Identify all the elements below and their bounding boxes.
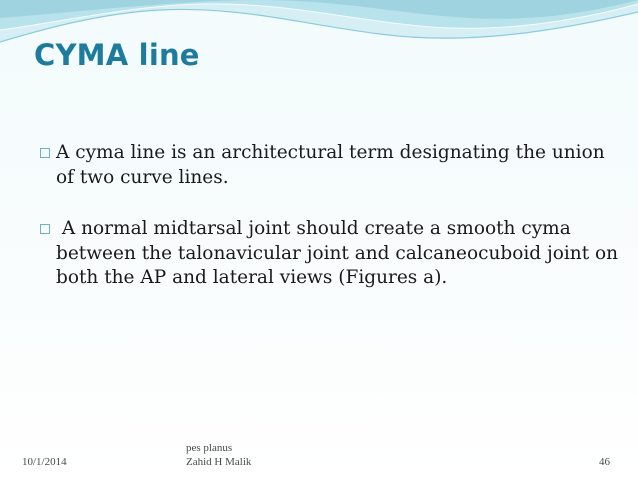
slide-title: CYMA line [34, 38, 200, 72]
page-number: 46 [599, 456, 610, 468]
footer-center [186, 441, 251, 469]
square-bullet-icon [40, 224, 50, 234]
footer-date: 10/1/2014 [22, 456, 67, 468]
bullet-list [40, 141, 624, 318]
square-bullet-icon [40, 148, 50, 158]
bullet-text: A cyma line is an architectural term designating the union of two curve lines. [56, 142, 611, 188]
footer-topic: pes planus [186, 442, 233, 454]
bullet-item [40, 217, 624, 291]
bullet-text: A normal midtarsal joint should create a smooth cyma between the talonavicular joint and calcaneocuboid joint on both the AP and lateral views (Figures a). [56, 218, 624, 288]
bullet-item [40, 141, 620, 190]
footer-author: Zahid H Malik [186, 456, 252, 468]
